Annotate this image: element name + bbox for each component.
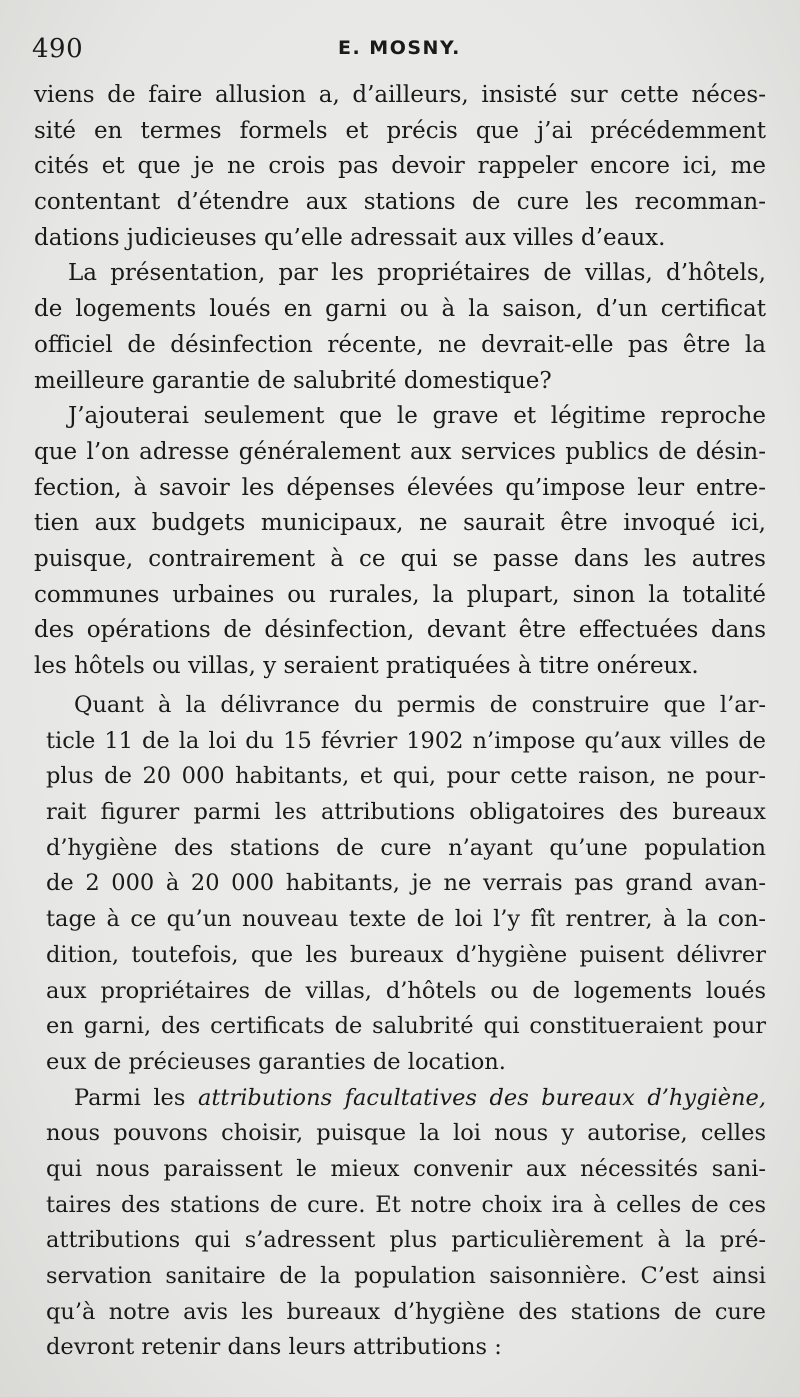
text-line: de 2 000 à 20 000 habitants, je ne verrais pas grand avan-	[46, 870, 766, 897]
text-line: eux de précieuses garanties de location.	[46, 1048, 506, 1075]
text-line: tage à ce qu’un nouveau texte de loi l’y fît rentrer, à la con-	[46, 906, 766, 933]
text-line: les hôtels ou villas, y seraient pratiquées à titre onéreux.	[34, 653, 699, 679]
text-line: J’ajouterai seulement que le grave et légitime reproche	[68, 403, 766, 430]
text-run: Parmi les	[74, 1084, 186, 1111]
text-line: cités et que je ne crois pas devoir rappeler encore ici, me	[34, 153, 766, 180]
text-line: attributions qui s’adressent plus particulièrement à la pré-	[46, 1227, 766, 1254]
paragraph	[34, 1081, 766, 1367]
text-line: aux propriétaires de villas, d’hôtels ou de logements loués	[46, 977, 766, 1004]
text-line: rait figurer parmi les attributions obligatoires des bureaux	[46, 799, 766, 826]
text-line: taires des stations de cure. Et notre choix ira à celles de ces	[46, 1191, 766, 1218]
text-line: La présentation, par les propriétaires de villas, d’hôtels,	[68, 260, 766, 287]
text-line: tien aux budgets municipaux, ne saurait être invoqué ici,	[34, 510, 766, 537]
italic-text-run: attributions facultatives des bureaux d’hygiène,	[197, 1084, 766, 1111]
text-line: dations judicieuses qu’elle adressait aux villes d’eaux.	[34, 224, 666, 251]
paragraph	[34, 78, 766, 256]
text-line: d’hygiène des stations de cure n’ayant qu’une population	[46, 834, 766, 861]
page-number: 490	[32, 34, 84, 64]
text-block-lower	[34, 688, 766, 1366]
text-line: contentant d’étendre aux stations de cure les recomman-	[34, 189, 766, 216]
text-line: fection, à savoir les dépenses élevées qu’impose leur entre-	[34, 474, 766, 501]
paragraph	[34, 688, 766, 1081]
page-header	[32, 34, 760, 70]
text-line: meilleure garantie de salubrité domestique?	[34, 367, 552, 394]
paragraph	[34, 256, 766, 399]
text-line: que l’on adresse généralement aux services publics de désin-	[34, 438, 766, 465]
text-line: plus de 20 000 habitants, et qui, pour cette raison, ne pour-	[46, 763, 766, 790]
text-line: puisque, contrairement à ce qui se passe dans les autres	[34, 545, 766, 572]
text-block-upper	[34, 78, 766, 685]
text-line: servation sanitaire de la population saisonnière. C’est ainsi	[46, 1263, 766, 1289]
text-line: officiel de désinfection récente, ne devrait-elle pas être la	[34, 331, 766, 358]
text-line	[34, 1081, 766, 1117]
text-line: qu’à notre avis les bureaux d’hygiène des stations de cure	[46, 1298, 766, 1325]
text-line: des opérations de désinfection, devant être effectuées dans	[34, 617, 766, 644]
paragraph	[34, 399, 766, 685]
text-line: Quant à la délivrance du permis de construire que l’ar-	[74, 692, 766, 718]
text-line: qui nous paraissent le mieux convenir aux nécessités sani-	[46, 1155, 766, 1182]
text-line: sité en termes formels et précis que j’ai précédemment	[34, 117, 766, 144]
text-line: devront retenir dans leurs attributions :	[46, 1334, 502, 1361]
text-line: en garni, des certificats de salubrité qui constitueraient pour	[46, 1013, 766, 1040]
text-line: ticle 11 de la loi du 15 février 1902 n’impose qu’aux villes de	[46, 727, 766, 754]
text-line: dition, toutefois, que les bureaux d’hygiène puisent délivrer	[46, 941, 766, 968]
running-head: E. MOSNY.	[338, 37, 461, 59]
text-line: communes urbaines ou rurales, la plupart, sinon la totalité	[34, 581, 766, 608]
text-line: de logements loués en garni ou à la saison, d’un certificat	[34, 296, 766, 323]
text-line: viens de faire allusion a, d’ailleurs, insisté sur cette néces-	[34, 82, 766, 108]
text-line: nous pouvons choisir, puisque la loi nous y autorise, celles	[46, 1120, 766, 1147]
